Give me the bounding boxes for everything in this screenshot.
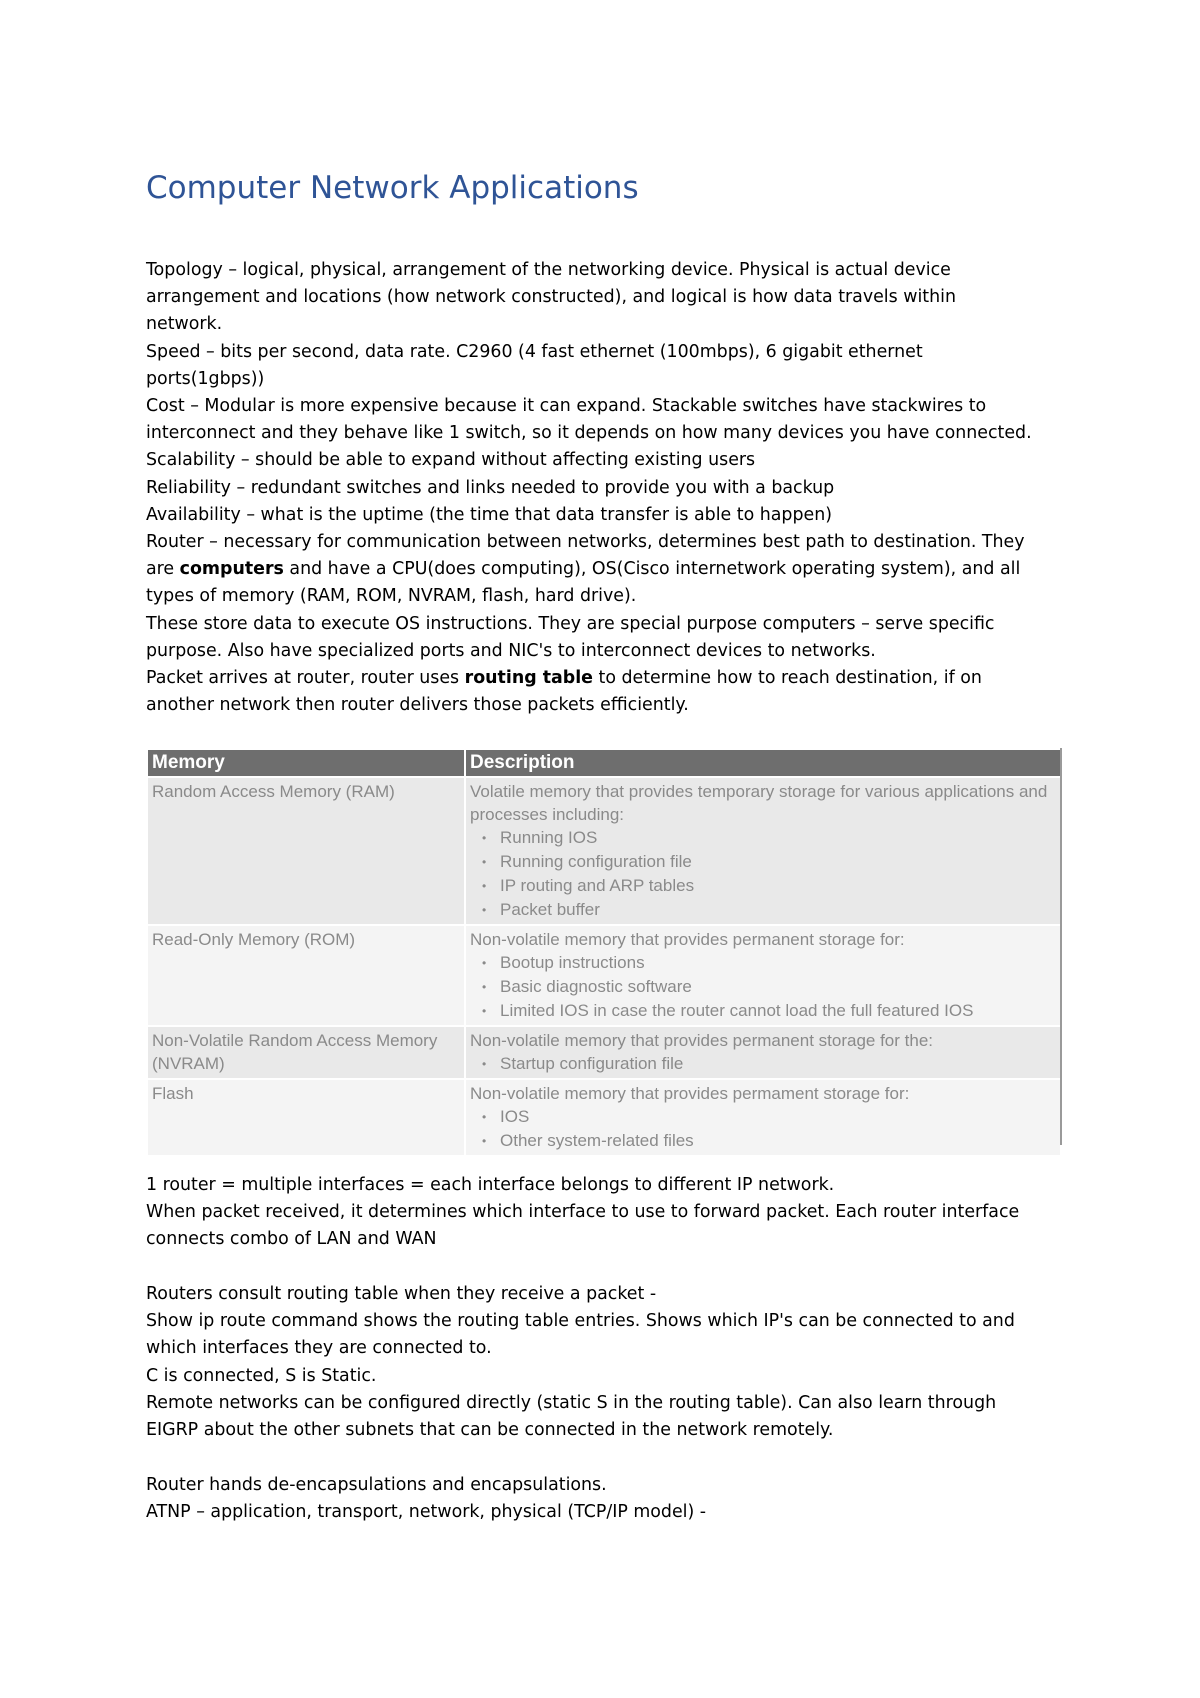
list-item: • Running IOS [482, 826, 1056, 850]
list-item: • IOS [482, 1105, 1056, 1129]
list-item: • Bootup instructions [482, 951, 1056, 975]
router-text-start: Router – necessary for communication between networks, determines best path to destination. They are [146, 532, 1025, 580]
description-text: Volatile memory that provides temporary storage for various applications and processes including: [470, 782, 1048, 824]
bullet-list [470, 1105, 1056, 1153]
paragraph-topology: Topology – logical, physical, arrangement of the networking device. Physical is actual device arrangement and locations (how network constructed), and logical is how data travels within network. [146, 260, 956, 335]
memory-cell: Flash [147, 1079, 465, 1156]
paragraph-os-instructions: These store data to execute OS instructions. They are special purpose computers – serve specific purpose. Also have specialized ports and NIC's to interconnect devices to networks. [146, 613, 995, 661]
paragraph-packet [146, 665, 1066, 719]
paragraph-routing-consult: Routers consult routing table when they receive a packet - [146, 1284, 657, 1304]
paragraph-reliability: Reliability – redundant switches and links needed to provide you with a backup [146, 477, 835, 498]
list-item: • Packet buffer [482, 898, 1056, 922]
header-memory: Memory [147, 749, 465, 777]
memory-cell: Read-Only Memory (ROM) [147, 925, 465, 1026]
router-text-end: and have a CPU(does computing), OS(Cisco internetwork operating system), and all types of memory (RAM, ROM, NVRAM, flash, hard drive). [146, 559, 1021, 607]
list-item: • Other system-related files [482, 1129, 1056, 1153]
description-cell [465, 1026, 1061, 1079]
bullet-list [470, 1052, 1056, 1076]
packet-bold-routing-table: routing table [464, 668, 593, 689]
table-row [147, 1079, 1061, 1156]
paragraph-cost: Cost – Modular is more expensive because it can expand. Stackable switches have stackwires to interconnect and they behave like 1 switch, so it depends on how many devices you have connected. [146, 396, 1032, 444]
list-item: • Startup configuration file [482, 1052, 1056, 1076]
paragraph-router [146, 529, 1066, 611]
paragraph-encapsulation: Router hands de-encapsulations and encapsulations. [146, 1475, 607, 1495]
list-item: • Running configuration file [482, 850, 1056, 874]
document-title: Computer Network Applications [146, 170, 639, 206]
paragraph-scalability: Scalability – should be able to expand without affecting existing users [146, 450, 756, 471]
paragraph-interfaces: 1 router = multiple interfaces = each interface belongs to different IP network. [146, 1175, 835, 1195]
description-text: Non-volatile memory that provides permanent storage for the: [470, 1031, 934, 1051]
description-cell [465, 777, 1061, 925]
description-cell [465, 1079, 1061, 1156]
paragraph-connected-static: C is connected, S is Static. [146, 1365, 377, 1386]
memory-cell: Random Access Memory (RAM) [147, 777, 465, 925]
table-row [147, 777, 1061, 925]
description-text: Non-volatile memory that provides permanent storage for: [470, 930, 905, 950]
bullet-list [470, 951, 1056, 1023]
table-row [147, 925, 1061, 1026]
list-item: • IP routing and ARP tables [482, 874, 1056, 898]
memory-table-header-row [147, 749, 1061, 777]
header-description: Description [465, 749, 1061, 777]
section-encapsulation [146, 1472, 1066, 1526]
section-interfaces [146, 1172, 1066, 1254]
table-row [147, 1026, 1061, 1079]
packet-text-start: Packet arrives at router, router uses [146, 668, 465, 689]
memory-cell: Non-Volatile Random Access Memory (NVRAM) [147, 1026, 465, 1079]
paragraph-remote-networks: Remote networks can be configured directly (static S in the routing table). Can also learn through EIGRP about the other subnets that can be connected in the network remotely. [146, 1392, 997, 1441]
router-bold-computers: computers [179, 559, 284, 580]
list-item: • Limited IOS in case the router cannot load the full featured IOS [482, 999, 1056, 1023]
paragraph-speed: Speed – bits per second, data rate. C2960 (4 fast ethernet (100mbps), 6 gigabit ethernet ports(1gbps)) [146, 341, 923, 389]
paragraph-availability: Availability – what is the uptime (the time that data transfer is able to happen) [146, 504, 833, 525]
bullet-list [470, 826, 1056, 922]
memory-table [146, 748, 1062, 1157]
description-cell [465, 925, 1061, 1026]
list-item: • Basic diagnostic software [482, 975, 1056, 999]
paragraph-show-ip-route: Show ip route command shows the routing table entries. Shows which IP's can be connected to and which interfaces they are connected to. [146, 1311, 1015, 1359]
table-right-border [1060, 748, 1062, 1145]
paragraph-forwarding: When packet received, it determines which interface to use to forward packet. Each router interface connects combo of LAN and WAN [146, 1202, 1020, 1250]
description-text: Non-volatile memory that provides permament storage for: [470, 1084, 910, 1104]
section-intro [146, 257, 1066, 719]
section-routing-table [146, 1281, 1066, 1444]
packet-text-end: to determine how to reach destination, if on another network then router delivers those packets efficiently. [146, 668, 982, 716]
paragraph-atnp: ATNP – application, transport, network, physical (TCP/IP model) - [146, 1502, 707, 1523]
